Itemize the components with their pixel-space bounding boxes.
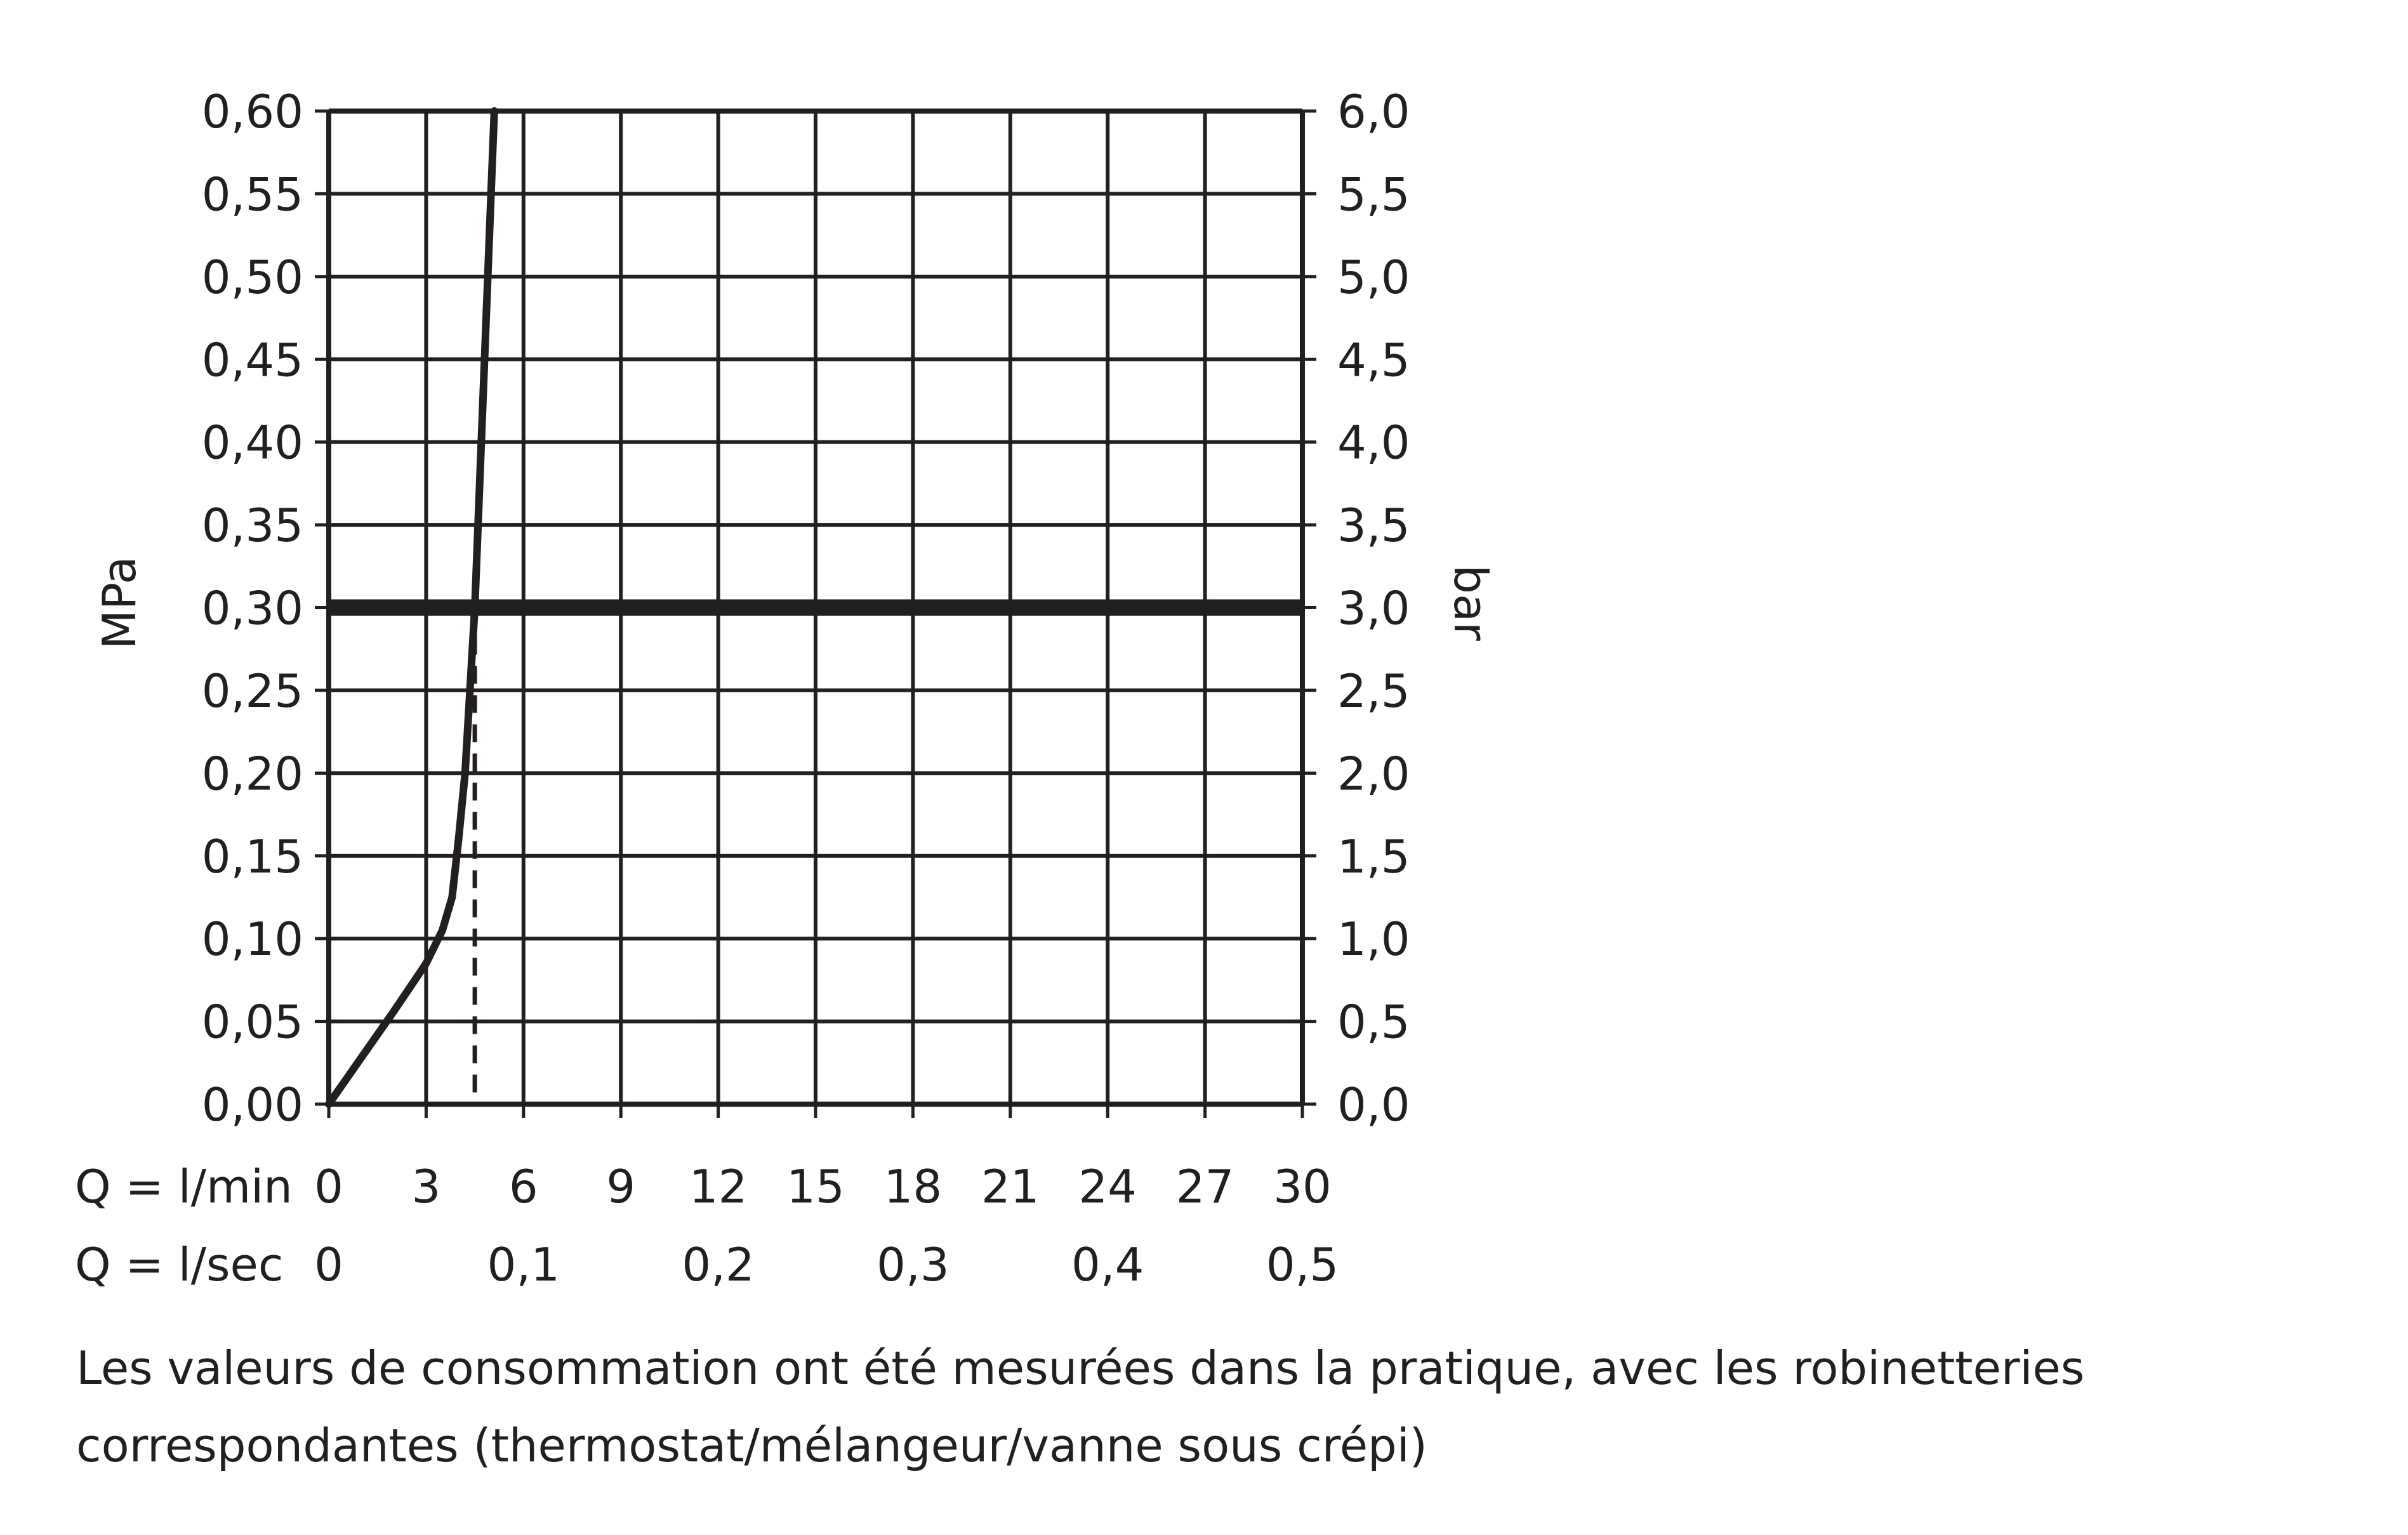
note-line-2: correspondantes (thermostat/mélangeur/vanne sous crépi) (76, 1419, 1427, 1472)
y-tick-label-left: 0,50 (201, 250, 303, 304)
y-tick-label-left: 0,20 (201, 747, 303, 801)
y-tick-label-right: 2,0 (1337, 747, 1410, 801)
note-line-1: Les valeurs de consommation ont été mesurées dans la pratique, avec les robinetteries (76, 1341, 2085, 1395)
x-tick-label: 0 (314, 1238, 343, 1291)
y-axis-left-title: MPa (93, 556, 146, 650)
y-tick-label-right: 0,5 (1337, 995, 1410, 1049)
y-tick-label-left: 0,35 (201, 499, 303, 553)
x-tick-label: 21 (981, 1160, 1040, 1213)
y-axis-right-labels (1337, 85, 1410, 1131)
y-tick-label-left: 0,00 (201, 1078, 303, 1131)
x-tick-label: 0,2 (682, 1238, 755, 1291)
x-tick-label: 0,4 (1071, 1238, 1144, 1291)
y-tick-label-right: 5,0 (1337, 250, 1410, 304)
x-tick-label: 12 (689, 1160, 748, 1213)
y-tick-label-right: 6,0 (1337, 85, 1410, 138)
y-axis-right-title: bar (1444, 565, 1497, 641)
y-tick-label-right: 4,0 (1337, 416, 1410, 470)
x-tick-label: 30 (1273, 1160, 1332, 1213)
y-tick-label-right: 1,0 (1337, 912, 1410, 966)
x-row-label: Q = l/min (75, 1160, 293, 1213)
x-row-label: Q = l/sec (75, 1238, 284, 1291)
y-tick-label-right: 1,5 (1337, 829, 1410, 883)
x-tick-label: 0 (314, 1160, 343, 1213)
y-tick-label-left: 0,60 (201, 85, 303, 138)
y-tick-label-left: 0,40 (201, 416, 303, 470)
y-tick-label-left: 0,15 (201, 829, 303, 883)
x-tick-label: 0,1 (487, 1238, 560, 1291)
y-tick-label-right: 4,5 (1337, 333, 1410, 387)
x-tick-label: 15 (786, 1160, 845, 1213)
x-tick-label: 0,5 (1266, 1238, 1339, 1291)
x-tick-label: 18 (883, 1160, 943, 1213)
x-tick-label: 24 (1078, 1160, 1137, 1213)
x-tick-label: 27 (1175, 1160, 1234, 1213)
y-tick-label-left: 0,55 (201, 168, 303, 221)
y-tick-label-right: 3,5 (1337, 499, 1410, 553)
y-axis-left-labels (202, 85, 303, 1131)
y-tick-label-right: 0,0 (1337, 1078, 1410, 1131)
x-tick-label: 6 (508, 1160, 538, 1213)
x-tick-label: 3 (411, 1160, 441, 1213)
y-tick-label-right: 5,5 (1337, 168, 1410, 221)
y-tick-label-left: 0,10 (201, 912, 303, 966)
x-tick-label: 9 (606, 1160, 636, 1213)
x-tick-label: 0,3 (877, 1238, 949, 1291)
x-axis-labels (75, 1160, 1339, 1291)
y-tick-label-right: 3,0 (1337, 581, 1410, 635)
y-tick-label-left: 0,45 (201, 333, 303, 387)
y-tick-label-left: 0,25 (201, 664, 303, 718)
y-tick-label-left: 0,30 (201, 581, 303, 635)
y-tick-label-left: 0,05 (201, 995, 303, 1049)
y-tick-label-right: 2,5 (1337, 664, 1410, 718)
measurement-note (76, 1329, 2298, 1484)
